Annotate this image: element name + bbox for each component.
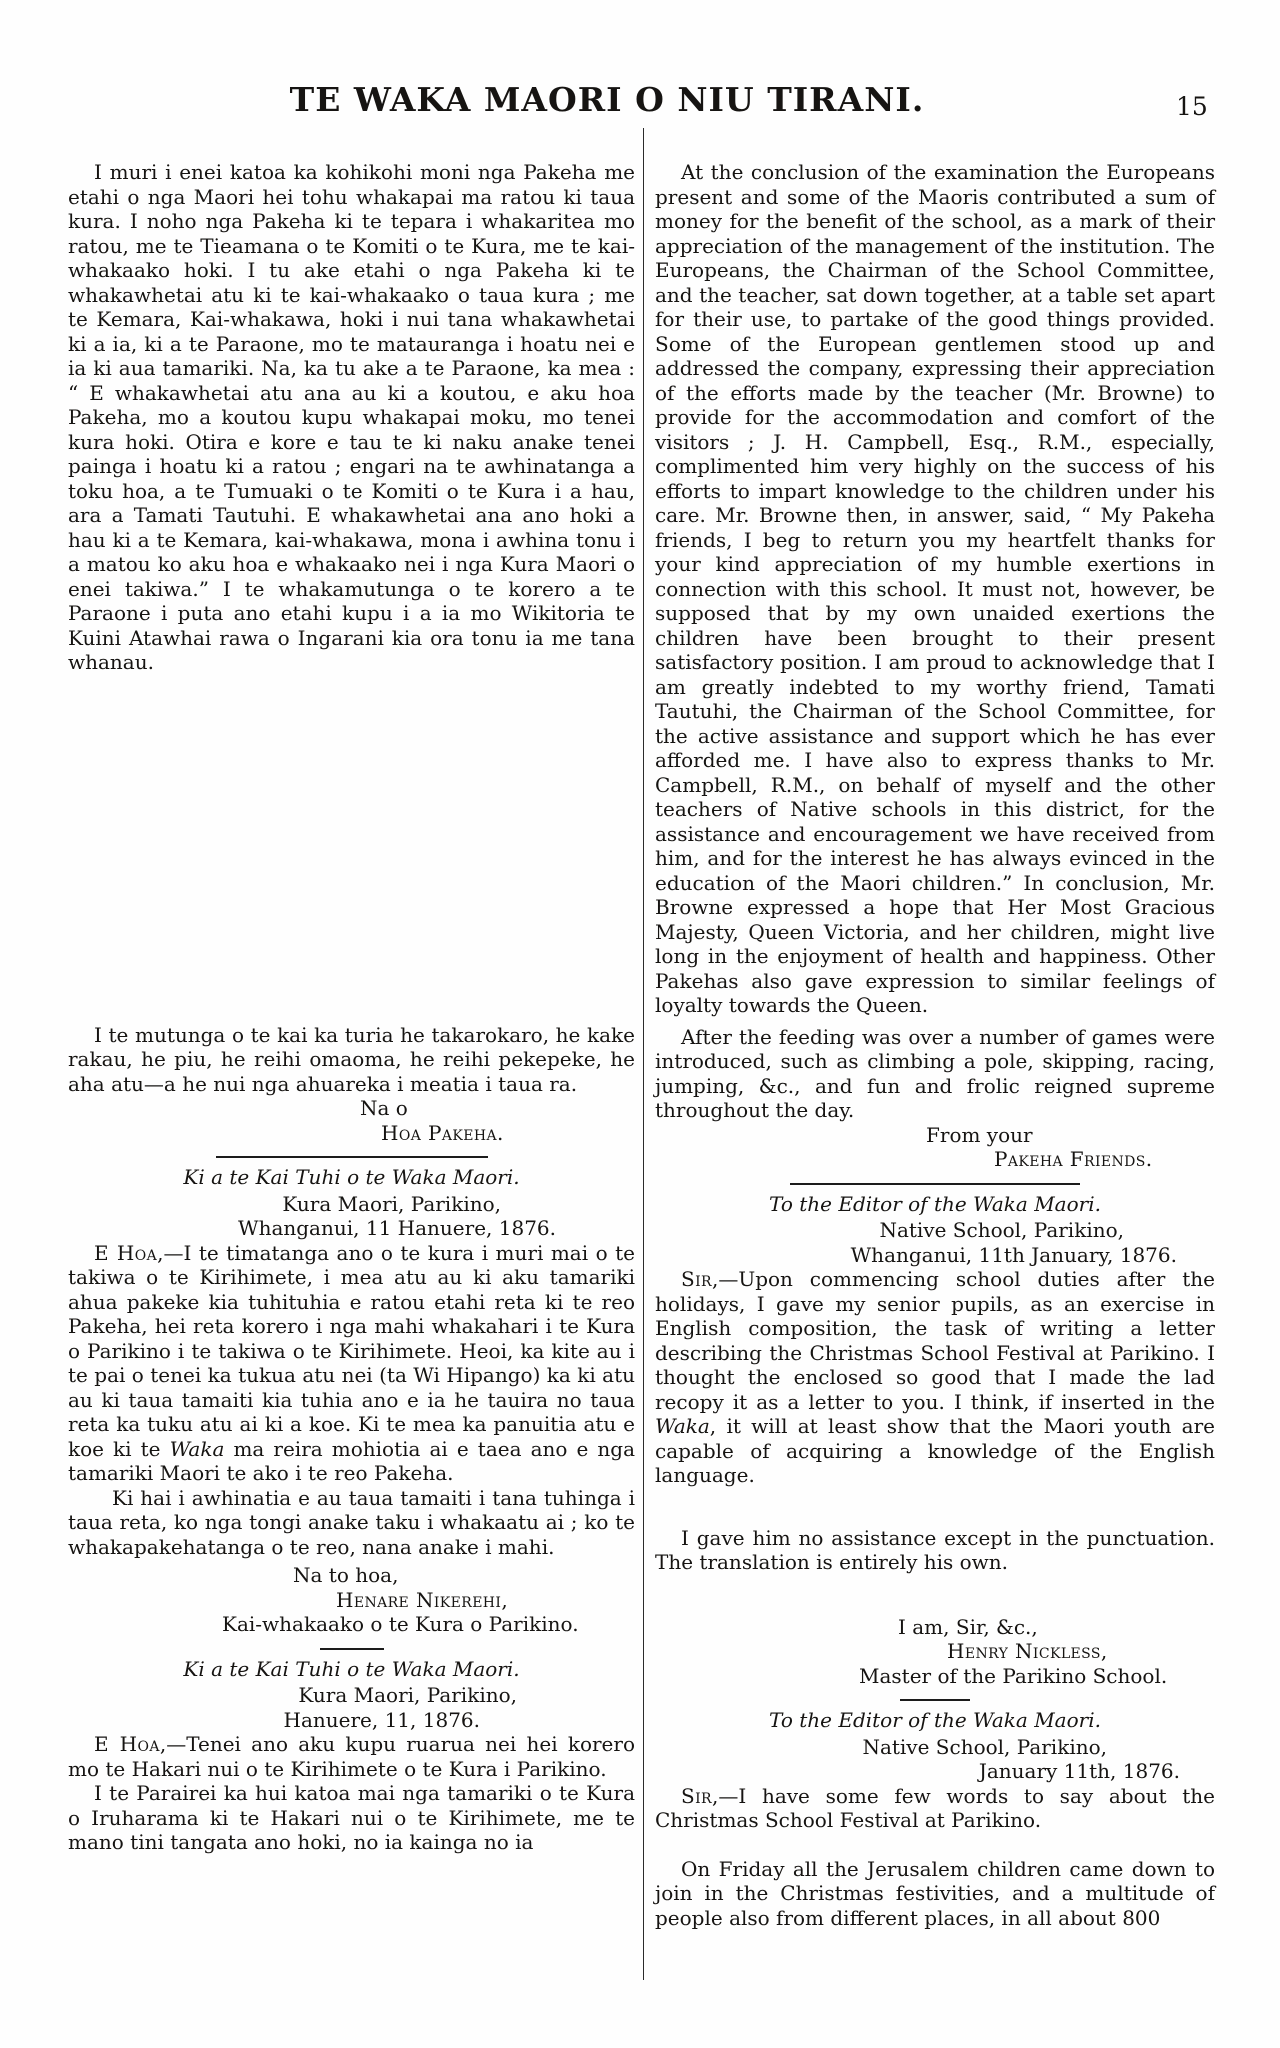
letter-address-line: Native School, Parikino, [862, 1734, 1107, 1759]
letter-address-line: Native School, Parikino, [879, 1218, 1124, 1242]
letter-heading: To the Editor of the Waka Maori. [769, 1708, 1101, 1732]
letter-body: On Friday all the Jerusalem children came down to join in the Christmas festivities, and a multitude of people also from different places, in all about 800 [655, 1856, 1215, 1930]
page-number: 15 [1176, 92, 1208, 121]
paragraph-english-report: At the conclusion of the examination the Europeans present and some of the Maoris contributed a sum of money for the benefit of the school, as a mark of their appreciation of the management of the institution. The Europeans, the Chairman of the School Committee, and the teacher, sat down together, at a table set apart for their use, to partake of the good things provided. Some of the European gentlemen stood up and addressed the company, expressing their appreciation of the efforts made by the teacher (Mr. Browne) to provide for the accommodation and comfort of the visitors ; J. H. Campbell, Esq., R.M., especially, complimented him very highly on the success of his efforts to impart knowledge to the children under his care. Mr. Browne then, in answer, said, “ My Pakeha friends, I beg to return you my heartfelt thanks for your kind appreciation of my humble exertions in connection with this school. It must not, however, be supposed that by my own unaided exertions the children have been brought to their present satisfactory position. I am proud to acknowledge that I am greatly indebted to my worthy friend, Tamati Tautuhi, the Chairman of the School Committee, for the active assistance and support which he has ever afforded me. I have also to express thanks to Mr. Campbell, R.M., on behalf of myself and the other teachers of Native schools in this district, for the assistance and encouragement we have received from him, and for the interest he has always evinced in the education of the Maori children.” In conclusion, Mr. Browne expressed a hope that Her Most Gracious Majesty, Queen Victoria, and her children, might live long in the enjoyment of health and happiness. Other Pakehas also gave expression to similar feelings of loyalty towards the Queen. [655, 160, 1215, 1017]
letter-address-line: Whanganui, 11 Hanuere, 1876. [238, 1216, 556, 1240]
section-rule [320, 1648, 384, 1650]
signature-name: Hoa Pakeha. [381, 1120, 504, 1145]
right-column-english [655, 160, 1215, 1930]
letter-body: Sir,—Upon commencing school duties after the holidays, I gave my senior pupils, as an exercise in English composition, the task of writing a letter describing the Christmas School Festival at Parikino. I thought the enclosed so good that I made the lad recopy it as a letter to you. I think, if inserted in the Waka, it will at least show that the Maori youth are capable of acquiring a knowledge of the English language. [655, 1267, 1215, 1487]
letter-body: E Hoa,—I te timatanga ano o te kura i muri mai o te takiwa o te Kirihimete, i mea atu au ki aku tamariki ahua pakeke kia tuhituhia e ratou etahi reta ki te reo Pakeha, hei reta korero i nga mahi whakahari i te Kura o Parikino i te takiwa o te Kirihimete. Heoi, ka kite au i te pai o tenei ka tukua atu nei (ta Wi Hipango) ka ki atu au ki taua tamaiti kia tuhia ano e ia he tauira no taua reta ka tuku atu ai ki a koe. Ki te mea ka panuitia atu e koe ki te Waka ma reira mohiotia ai e taea ano e nga tamariki Maori te ako i te reo Pakeha. [68, 1240, 635, 1485]
letter-heading: Ki a te Kai Tuhi o te Waka Maori. [183, 1656, 520, 1681]
letter-body: I gave him no assistance except in the punctuation. The translation is entirely his own. [655, 1525, 1215, 1574]
signature-role: Master of the Parikino School. [859, 1663, 1168, 1688]
letter-body: Sir,—I have some few words to say about the Christmas School Festival at Parikino. [655, 1783, 1215, 1832]
signature-line: I am, Sir, &c., [898, 1614, 1038, 1639]
letter-body: Ki hai i awhinatia e au taua tamaiti i tana tuhinga i taua reta, ko nga tongi anake taku i whakaatu ai ; ko te whakapakehatanga o te reo, nana anake i mahi. [68, 1485, 635, 1559]
letter-address-line: Whanganui, 11th January, 1876. [850, 1242, 1177, 1267]
letter-address-line: Kura Maori, Parikino, [282, 1191, 501, 1216]
section-rule [790, 1183, 1080, 1185]
signature-role: Kai-whakaako o te Kura o Parikino. [222, 1612, 579, 1636]
paragraph-maori-report: I muri i enei katoa ka kohikohi moni nga Pakeha me etahi o nga Maori hei tohu whakapai ma ratou ki taua kura. I noho nga Pakeha ki te tepara i whakaritea mo ratou, me te Tieamana o te Komiti o te Kura, me te kai-whakaako hoki. I tu ake etahi o nga Pakeha ki te whakawhetai atu ki te kai-whakaako o taua kura ; me te Kemara, Kai-whakawa, hoki i nui tana whakawhetai ki a ia, ki a te Paraone, mo te matauranga i hoatu nei e ia ki aua tamariki. Na, ka tu ake a te Paraone, ka mea : “ E whakawhetai atu ana au ki a koutou, e aku hoa Pakeha, mo a koutou kupu whakapai moku, mo tenei kura hoki. Otira e kore e tau te ki naku anake tenei painga i hoatu ki a ratou ; engari na te awhinatanga a toku hoa, a te Tumuaki o te Komiti o te Kura i a hau, ara a Tamati Tautuhi. E whakawhetai ana ano hoki a hau ki a te Kemara, kai-whakawa, mona i awhina tonu i a matou ko aku hoa e whakaako nei i nga Kura Maori o enei takiwa.” I te whakamutunga o te korero a te Paraone i puta ano etahi kupu i a ia mo Wikitoria te Kuini Atawhai rawa o Ingarani kia ora tonu ia me tana whanau. [68, 160, 635, 674]
letter-address-line: January 11th, 1876. [978, 1759, 1180, 1783]
left-column-maori [68, 160, 635, 1855]
signature-line: Na to hoa, [293, 1563, 399, 1587]
signature-line: From your [926, 1122, 1033, 1147]
letter-body: E Hoa,—Tenei ano aku kupu ruarua nei hei korero mo te Hakari nui o te Kirihimete o te Kura i Parikino. [68, 1732, 635, 1781]
letter-address-line: Kura Maori, Parikino, [298, 1683, 517, 1707]
signature-name: Henry Nickless, [947, 1639, 1108, 1663]
letter-body: I te Parairei ka hui katoa mai nga tamariki o te Kura o Iruharama ki te Hakari nui o te Kirihimete, me te mano tini tangata ano hoki, no ia kainga no ia [68, 1781, 635, 1854]
page-title: TE WAKA MAORI O NIU TIRANI. [289, 80, 925, 119]
signature-name: Pakeha Friends. [994, 1147, 1153, 1171]
paragraph-english-games: After the feeding was over a number of games were introduced, such as climbing a pole, skipping, racing, jumping, &c., and fun and frolic reigned supreme throughout the day. [655, 1024, 1215, 1122]
letter-heading: Ki a te Kai Tuhi o te Waka Maori. [183, 1165, 520, 1189]
column-divider [643, 128, 644, 1980]
letter-address-line: Hanuere, 11, 1876. [283, 1707, 480, 1732]
signature-name: Henare Nikerehi, [336, 1587, 509, 1612]
section-rule [216, 1156, 488, 1158]
letter-heading: To the Editor of the Waka Maori. [769, 1191, 1101, 1216]
paragraph-maori-games: I te mutunga o te kai ka turia he takarokaro, he kake rakau, he piu, he reihi omaoma, he reihi pekepeke, he aha atu—a he nui nga ahuareka i meatia i taua ra. [68, 1022, 635, 1096]
signature-line: Na o [360, 1096, 408, 1120]
section-rule [900, 1699, 970, 1701]
